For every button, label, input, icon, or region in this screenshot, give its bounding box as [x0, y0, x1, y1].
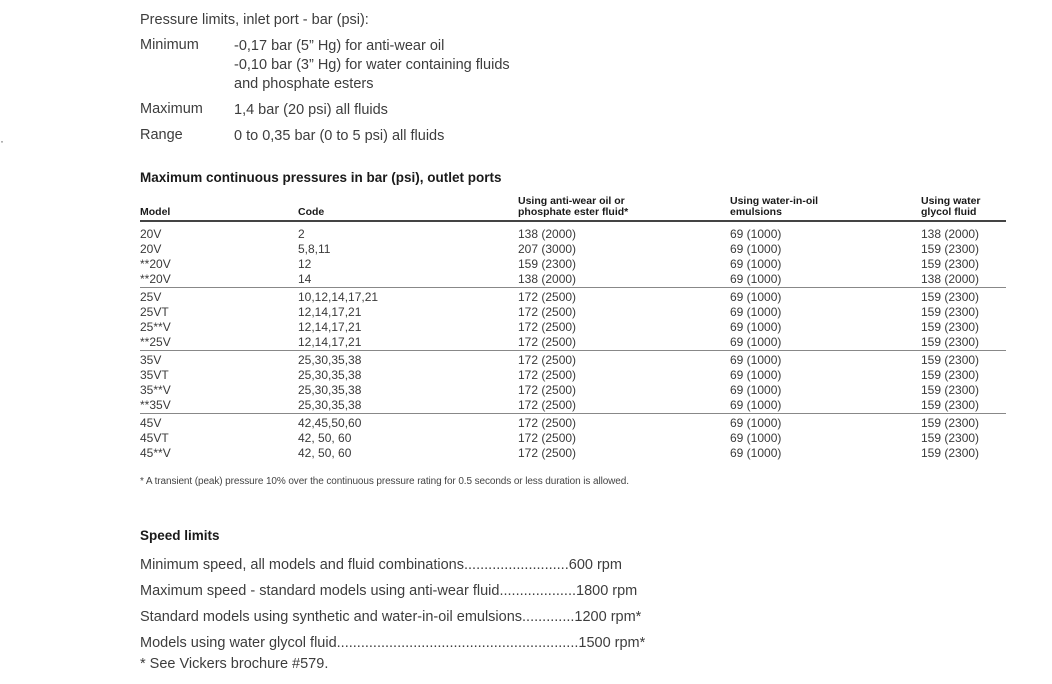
cell-model: 20V — [140, 227, 162, 241]
cell-antiwear: 172 (2500) — [518, 383, 577, 397]
cell-water-oil: 69 (1000) — [730, 398, 782, 412]
table-row — [140, 431, 1006, 446]
cell-model: **20V — [140, 272, 171, 286]
cell-model: 25V — [140, 288, 298, 306]
inlet-pressure-title: Pressure limits, inlet port - bar (psi): — [140, 12, 369, 28]
table-row — [140, 335, 1006, 351]
inlet-value: and phosphate esters — [234, 76, 374, 92]
cell-water-oil: 69 (1000) — [730, 368, 782, 382]
header-glycol — [921, 196, 1006, 221]
header-antiwear — [518, 196, 730, 221]
table-header-row — [140, 196, 1006, 221]
cell-model: 45**V — [140, 446, 171, 460]
header-antiwear-line2: phosphate ester fluid* — [518, 206, 629, 218]
cell-model: 35V — [140, 351, 298, 369]
leader-dots: ................... — [499, 583, 576, 599]
inlet-row-minimum — [140, 37, 660, 94]
cell-glycol: 159 (2300) — [921, 242, 980, 256]
cell-code: 5,8,11 — [298, 242, 331, 256]
cell-water-oil: 69 (1000) — [730, 414, 921, 432]
cell-antiwear: 172 (2500) — [518, 288, 730, 306]
inlet-label: Maximum — [140, 101, 203, 117]
cell-glycol: 159 (2300) — [921, 257, 980, 271]
header-water-oil-line2: emulsions — [730, 206, 782, 218]
outlet-pressure-table — [140, 196, 1006, 461]
cell-model: 25VT — [140, 305, 169, 319]
cell-water-oil: 69 (1000) — [730, 242, 782, 256]
cell-antiwear: 172 (2500) — [518, 446, 577, 460]
cell-antiwear: 172 (2500) — [518, 351, 730, 369]
cell-water-oil: 69 (1000) — [730, 351, 921, 369]
table-row — [140, 383, 1006, 398]
cell-glycol: 159 (2300) — [921, 305, 980, 319]
cell-water-oil: 69 (1000) — [730, 320, 782, 334]
cell-glycol: 159 (2300) — [921, 368, 980, 382]
inlet-value: 0 to 0,35 bar (0 to 5 psi) all fluids — [234, 128, 445, 144]
inlet-row-range — [140, 127, 660, 146]
speed-value: 600 rpm — [568, 557, 622, 573]
transient-pressure-footnote: * A transient (peak) pressure 10% over the continuous pressure rating for 0.5 seconds or less duration is allowed. — [140, 476, 629, 487]
inlet-label: Minimum — [140, 37, 199, 53]
cell-glycol: 138 (2000) — [921, 272, 980, 286]
leader-dots: ............................................................ — [336, 635, 579, 651]
table-row — [140, 320, 1006, 335]
cell-antiwear: 172 (2500) — [518, 305, 577, 319]
speed-row — [140, 578, 740, 604]
cell-code: 12,14,17,21 — [298, 320, 362, 334]
speed-limits-list — [140, 552, 740, 656]
table-body — [140, 221, 1006, 461]
cell-water-oil: 69 (1000) — [730, 335, 782, 349]
speed-label: Standard models using synthetic and water-in-oil emulsions — [140, 609, 523, 625]
leader-dots: .......................... — [464, 557, 569, 573]
cell-antiwear: 172 (2500) — [518, 398, 577, 412]
cell-code: 12,14,17,21 — [298, 335, 362, 349]
cell-glycol: 159 (2300) — [921, 335, 980, 349]
speed-value: 1500 rpm* — [578, 635, 646, 651]
cell-glycol: 159 (2300) — [921, 383, 980, 397]
table-row — [140, 414, 1006, 432]
cell-water-oil: 69 (1000) — [730, 305, 782, 319]
cell-code: 25,30,35,38 — [298, 383, 362, 397]
cell-glycol: 159 (2300) — [921, 446, 980, 460]
table-row — [140, 221, 1006, 242]
table-row — [140, 368, 1006, 383]
cell-code: 25,30,35,38 — [298, 368, 362, 382]
speed-value: 1800 rpm — [576, 583, 638, 599]
cell-glycol: 159 (2300) — [921, 320, 980, 334]
cell-water-oil: 69 (1000) — [730, 227, 782, 241]
header-water-oil-line1: Using water-in-oil — [730, 195, 819, 207]
cell-model: 45V — [140, 414, 298, 432]
cell-glycol: 159 (2300) — [921, 431, 980, 445]
speed-row — [140, 552, 740, 578]
cell-antiwear: 172 (2500) — [518, 320, 577, 334]
cell-water-oil: 69 (1000) — [730, 383, 782, 397]
header-code: Code — [298, 196, 518, 221]
cell-model: **20V — [140, 257, 171, 271]
outlet-pressure-title: Maximum continuous pressures in bar (psi), outlet ports — [140, 170, 502, 185]
cell-antiwear: 138 (2000) — [518, 272, 577, 286]
speed-row — [140, 604, 740, 630]
cell-code: 12 — [298, 257, 312, 271]
cell-antiwear: 172 (2500) — [518, 414, 730, 432]
cell-model: **25V — [140, 335, 171, 349]
cell-code: 2 — [298, 227, 305, 241]
cell-code: 42, 50, 60 — [298, 431, 352, 445]
cell-model: 45VT — [140, 431, 169, 445]
table-row — [140, 351, 1006, 369]
cell-antiwear: 172 (2500) — [518, 431, 577, 445]
cell-code: 25,30,35,38 — [298, 398, 362, 412]
cell-water-oil: 69 (1000) — [730, 431, 782, 445]
header-glycol-line1: Using water — [921, 195, 981, 207]
cell-antiwear: 138 (2000) — [518, 227, 577, 241]
cell-code: 25,30,35,38 — [298, 351, 518, 369]
cell-model: 20V — [140, 242, 162, 256]
cell-water-oil: 69 (1000) — [730, 446, 782, 460]
cell-water-oil: 69 (1000) — [730, 257, 782, 271]
speed-row — [140, 630, 740, 656]
cell-water-oil: 69 (1000) — [730, 272, 782, 286]
header-water-oil — [730, 196, 921, 221]
cell-glycol: 159 (2300) — [921, 414, 1006, 432]
cell-water-oil: 69 (1000) — [730, 288, 921, 306]
inlet-value: -0,17 bar (5” Hg) for anti-wear oil — [234, 38, 445, 54]
table-row — [140, 446, 1006, 461]
cell-glycol: 138 (2000) — [921, 227, 980, 241]
table-row — [140, 398, 1006, 414]
leader-dots: ............. — [522, 609, 575, 625]
speed-value: 1200 rpm* — [574, 609, 642, 625]
cell-code: 12,14,17,21 — [298, 305, 362, 319]
table-row — [140, 272, 1006, 288]
cell-code: 14 — [298, 272, 312, 286]
cell-antiwear: 159 (2300) — [518, 257, 577, 271]
inlet-row-maximum — [140, 101, 660, 120]
cell-code: 10,12,14,17,21 — [298, 288, 518, 306]
inlet-value: -0,10 bar (3” Hg) for water containing fluids — [234, 57, 510, 73]
speed-footnote: * See Vickers brochure #579. — [140, 656, 329, 672]
inlet-value: 1,4 bar (20 psi) all fluids — [234, 102, 388, 118]
cell-model: 25**V — [140, 320, 171, 334]
inlet-label: Range — [140, 127, 183, 143]
cell-code: 42,45,50,60 — [298, 414, 518, 432]
cell-model: **35V — [140, 398, 171, 412]
table-row — [140, 257, 1006, 272]
table-row — [140, 305, 1006, 320]
cell-model: 35**V — [140, 383, 171, 397]
cell-glycol: 159 (2300) — [921, 398, 980, 412]
header-antiwear-line1: Using anti-wear oil or — [518, 195, 625, 207]
cell-glycol: 159 (2300) — [921, 351, 1006, 369]
header-model: Model — [140, 196, 298, 221]
speed-label: Maximum speed - standard models using anti-wear fluid — [140, 583, 500, 599]
table-row — [140, 242, 1006, 257]
header-glycol-line2: glycol fluid — [921, 206, 977, 218]
speed-label: Models using water glycol fluid — [140, 635, 337, 651]
inlet-pressure-section — [140, 11, 660, 146]
cell-glycol: 159 (2300) — [921, 288, 1006, 306]
cell-code: 42, 50, 60 — [298, 446, 352, 460]
speed-limits-title: Speed limits — [140, 528, 220, 543]
cell-model: 35VT — [140, 368, 169, 382]
table-row — [140, 288, 1006, 306]
cell-antiwear: 207 (3000) — [518, 242, 577, 256]
stray-mark: · — [0, 134, 4, 148]
speed-label: Minimum speed, all models and fluid combinations — [140, 557, 464, 573]
cell-antiwear: 172 (2500) — [518, 335, 577, 349]
cell-antiwear: 172 (2500) — [518, 368, 577, 382]
